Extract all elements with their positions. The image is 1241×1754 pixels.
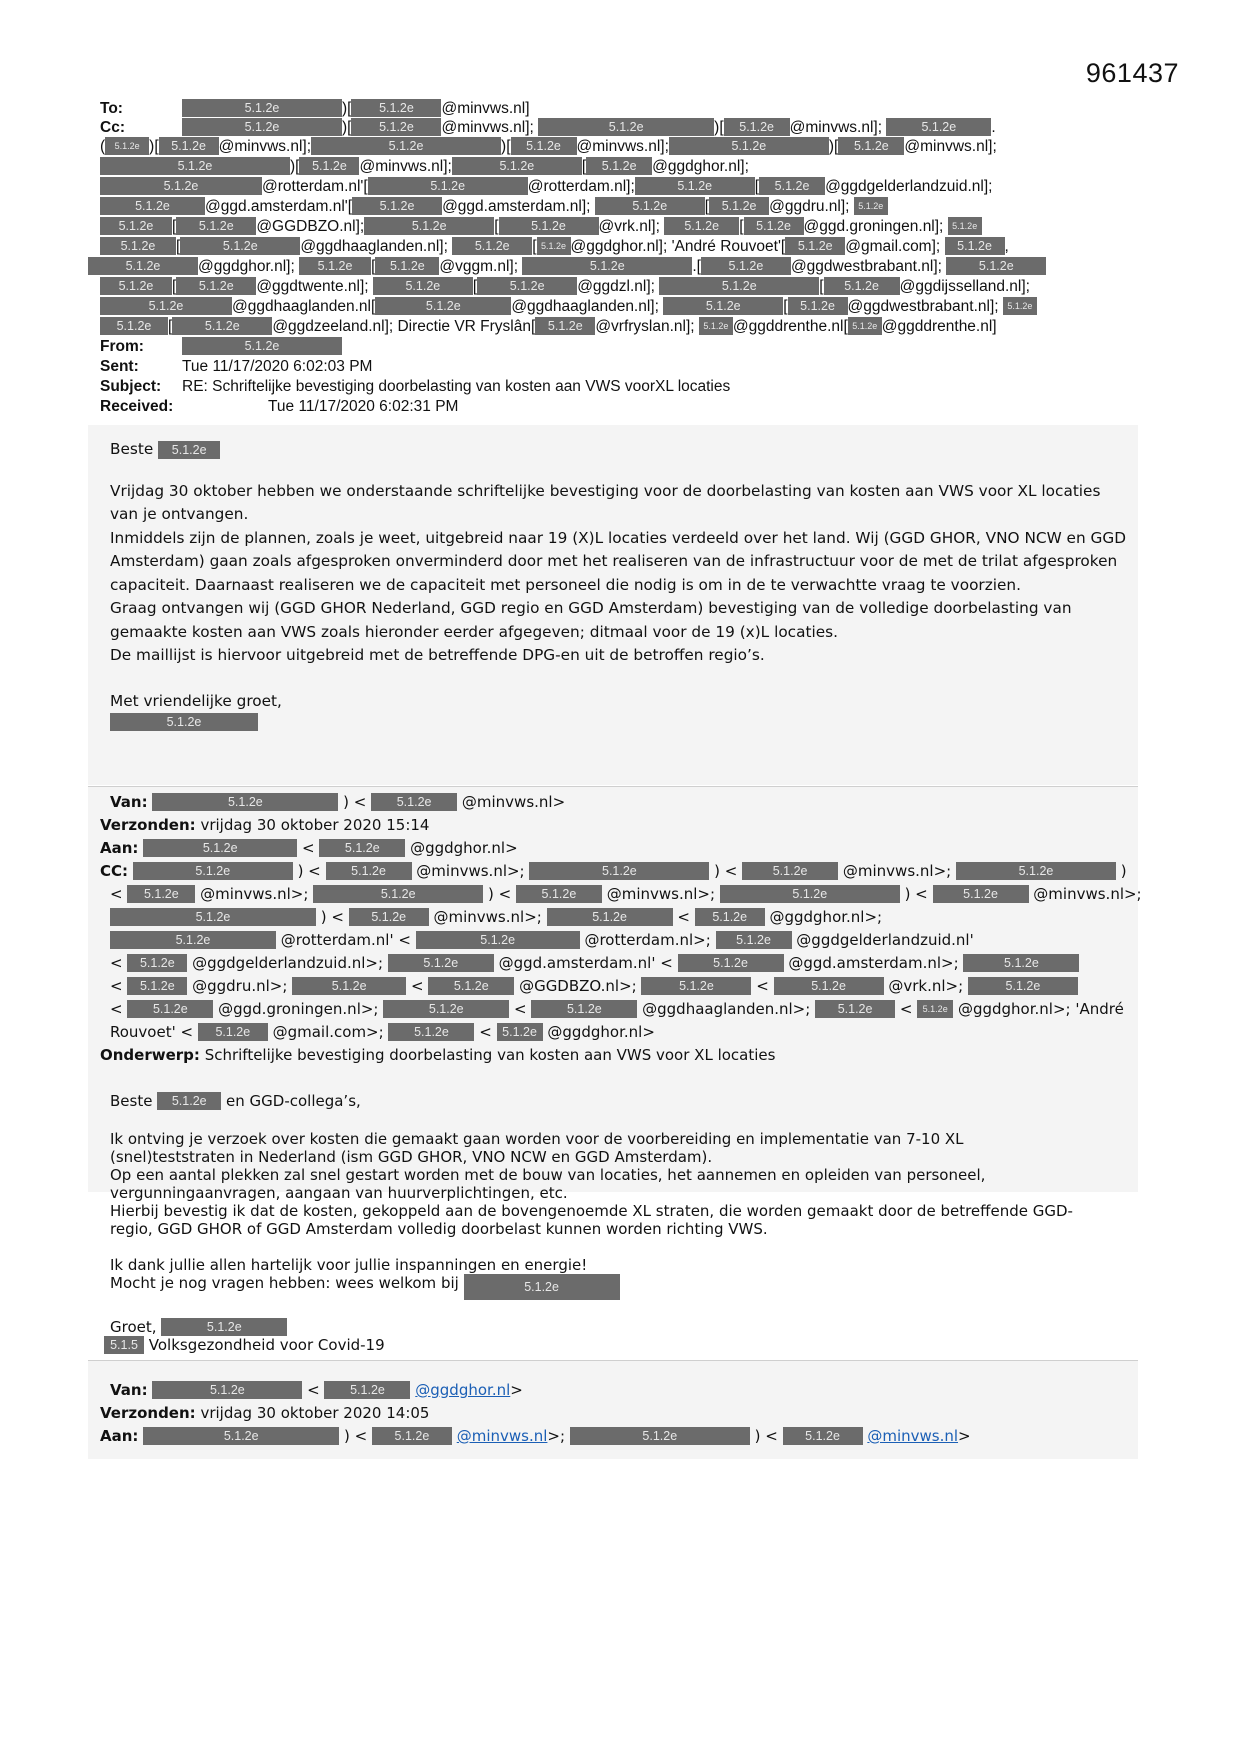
redaction-box: 5.1.2e: [742, 862, 838, 880]
text-line: Mocht je nog vragen hebben: wees welkom bij 5.1.2e: [110, 1274, 620, 1300]
redaction-box: 5.1.2e: [538, 118, 714, 136]
redaction-box: 5.1.2e: [311, 137, 501, 155]
cc-row-5: 5.1.2e @ggd.amsterdam.nl'[ 5.1.2e @ggd.amsterdam.nl]; 5.1.2e [ 5.1.2e @ggdru.nl]; 5.1.2e: [100, 197, 888, 217]
redaction-box: 5.1.2e: [383, 1000, 509, 1018]
from-row: [182, 337, 342, 357]
redaction-box: 5.1.2e: [349, 908, 429, 926]
reply-greeting: Beste 5.1.2e: [110, 438, 1130, 462]
redaction-box: 5.1.2e: [100, 157, 290, 175]
redaction-box: 5.1.2e: [522, 257, 692, 275]
text-line: CC: 5.1.2e ) < 5.1.2e @minvws.nl>; 5.1.2e ) < 5.1.2e @minvws.nl>; 5.1.2e ): [100, 862, 1127, 880]
redaction-box: 5.1.2e: [547, 908, 673, 926]
redaction-box: 5.1.2e: [854, 197, 888, 215]
redaction-box: 5.1.2e: [100, 177, 262, 195]
redaction-box: 5.1.2e: [848, 317, 882, 335]
redaction-box: 5.1.2e: [635, 177, 755, 195]
redaction-box: 5.1.2e: [176, 277, 256, 295]
redaction-box: 5.1.2e: [529, 862, 709, 880]
redaction-box: 5.1.2e: [127, 954, 187, 972]
text-line: < 5.1.2e @minvws.nl>; 5.1.2e ) < 5.1.2e @minvws.nl>; 5.1.2e ) < 5.1.2e @minvws.nl>;: [110, 885, 1142, 903]
redaction-box: 5.1.2e: [416, 931, 580, 949]
redaction-box: 5.1.2e: [570, 1427, 750, 1445]
sent-label: Sent:: [100, 358, 139, 375]
redaction-box: 5.1.2e: [172, 317, 272, 335]
text-line: Beste 5.1.2e en GGD-collega’s,: [110, 1092, 361, 1110]
cc-row-7: 5.1.2e [ 5.1.2e @ggdhaaglanden.nl]; 5.1.2e [ 5.1.2e @ggdghor.nl]; 'André Rouvoet'[ 5.1.2e @gmail.com]; 5.1.2e ,: [100, 237, 1009, 257]
redaction-box: 5.1.2e: [105, 137, 149, 155]
redaction-box: 5.1.2e: [774, 977, 884, 995]
redaction-box: 5.1.5: [104, 1336, 144, 1354]
redaction-box: 5.1.2e: [100, 237, 176, 255]
text-line: Op een aantal plekken zal snel gestart worden met de bouw van locaties, het aannemen en opleiden van personeel,: [110, 1166, 986, 1184]
redaction-box: 5.1.2e: [182, 118, 342, 136]
text-line: regio, GGD GHOR of GGD Amsterdam volledig doorbelast kunnen worden richting VWS.: [110, 1220, 768, 1238]
redaction-box: 5.1.2e: [838, 137, 904, 155]
redaction-box: 5.1.2e: [159, 137, 219, 155]
redaction-box: 5.1.2e: [127, 1000, 213, 1018]
signature-redaction: 5.1.2e: [110, 713, 258, 731]
redaction-box: 5.1.2e: [313, 885, 483, 903]
redaction-box: 5.1.2e: [324, 1381, 410, 1399]
redaction-box: 5.1.2e: [945, 237, 1005, 255]
redaction-box: 5.1.2e: [388, 1023, 474, 1041]
text-line: Ik ontving je verzoek over kosten die gemaakt gaan worden voor de voorbereiding en implementatie van 7-10 XL: [110, 1130, 964, 1148]
redaction-box: 5.1.2e: [716, 931, 792, 949]
redaction-box: 5.1.2e: [373, 277, 473, 295]
text-line: < 5.1.2e @ggdru.nl>; 5.1.2e < 5.1.2e @GGDBZO.nl>; 5.1.2e < 5.1.2e @vrk.nl>; 5.1.2e: [110, 977, 1078, 996]
redaction-box: 5.1.2e: [100, 297, 232, 315]
redaction-box: 5.1.2e: [659, 277, 819, 295]
redaction-box: 5.1.2e: [678, 954, 784, 972]
subject-label: Subject:: [100, 378, 162, 395]
text-line: Aan: 5.1.2e ) < 5.1.2e @minvws.nl>; 5.1.2e ) < 5.1.2e @minvws.nl>: [100, 1427, 971, 1445]
text-line: Groet, 5.1.2e: [110, 1318, 287, 1337]
redaction-box: 5.1.2e: [669, 137, 829, 155]
reply-paragraph: Inmiddels zijn de plannen, zoals je weet, uitgebreid naar 19 (X)L locaties verdeeld over het land. Wij (GGD GHOR, VNO NCW en GGD Amsterdam) gaan zoals afgesproken onverminderd door met het realiseren van de infrastructuur voor de met de trilat afgesproken capaciteit. Daarnaast realiseren we de capaciteit met personeel die nodig is om in de te verwachtte vraag te voorzien.: [110, 528, 1127, 594]
redaction-box: 5.1.2e: [152, 1381, 302, 1399]
redaction-box: 5.1.2e: [428, 977, 514, 995]
redaction-box: 5.1.2e: [917, 1000, 953, 1018]
text-line: < 5.1.2e @ggd.groningen.nl>; 5.1.2e < 5.1.2e @ggdhaaglanden.nl>; 5.1.2e < 5.1.2e @ggdghor.nl>; 'André: [110, 1000, 1124, 1018]
redaction-box: 5.1.2e: [127, 977, 187, 995]
text-line: 5.1.2e @rotterdam.nl' < 5.1.2e @rotterdam.nl>; 5.1.2e @ggdgelderlandzuid.nl': [110, 931, 974, 950]
redaction-box: 5.1.2e: [100, 197, 205, 215]
email-link[interactable]: @ggdghor.nl: [415, 1381, 511, 1399]
redaction-box: 5.1.2e: [388, 954, 494, 972]
cc-row-3: 5.1.2e )[ 5.1.2e @minvws.nl]; 5.1.2e [ 5.1.2e @ggdghor.nl];: [100, 157, 749, 177]
subject-value: RE: Schriftelijke bevestiging doorbelasting van kosten aan VWS voorXL locaties: [182, 378, 731, 395]
redaction-box: 5.1.2e: [319, 839, 405, 857]
redaction-box: 5.1.2e: [516, 885, 602, 903]
text-line: Verzonden: vrijdag 30 oktober 2020 14:05: [100, 1404, 430, 1422]
email-link[interactable]: @minvws.nl: [456, 1427, 548, 1445]
redaction-box: 5.1.2e: [452, 237, 532, 255]
redaction-box: 5.1.2e: [299, 257, 371, 275]
reply-paragraph: Vrijdag 30 oktober hebben we onderstaande schriftelijke bevestiging voor de doorbelasting van kosten aan VWS voor XL locaties van je ontvangen.: [110, 481, 1101, 523]
redaction-box: 5.1.2e: [824, 277, 900, 295]
redaction-box: 5.1.2e: [963, 954, 1079, 972]
redaction-box: 5.1.2e: [127, 885, 195, 903]
received-label: Received:: [100, 398, 174, 415]
text-line: 5.1.5 Volksgezondheid voor Covid-19: [104, 1336, 385, 1355]
cc-row-9: 5.1.2e [ 5.1.2e @ggdtwente.nl]; 5.1.2e [ 5.1.2e @ggdzl.nl]; 5.1.2e [ 5.1.2e @ggdijsselland.nl];: [100, 277, 1030, 297]
redaction-box: 5.1.2e: [586, 157, 652, 175]
redaction-box: 5.1.2e: [100, 217, 172, 235]
document-id: 961437: [1085, 58, 1179, 88]
redaction-box: 5.1.2e: [956, 862, 1116, 880]
redaction-box: 5.1.2e: [157, 1092, 221, 1110]
redaction-box: 5.1.2e: [375, 257, 439, 275]
reply-body: [110, 438, 1130, 737]
redaction-box: 5.1.2e: [477, 277, 577, 295]
redaction-box: 5.1.2e: [933, 885, 1029, 903]
cc-row-10: 5.1.2e @ggdhaaglanden.nl[ 5.1.2e @ggdhaaglanden.nl]; 5.1.2e [ 5.1.2e @ggdwestbrabant.nl]; 5.1.2e: [100, 297, 1037, 317]
redaction-box: 5.1.2e: [133, 862, 293, 880]
redaction-box: 5.1.2e: [158, 441, 220, 459]
redaction-box: 5.1.2e: [143, 1427, 339, 1445]
cc-row-8: 5.1.2e @ggdghor.nl]; 5.1.2e [ 5.1.2e @vggm.nl]; 5.1.2e .[ 5.1.2e @ggdwestbrabant.nl]; 5.1.2e: [88, 257, 1046, 277]
redaction-box: 5.1.2e: [788, 297, 848, 315]
redaction-box: 5.1.2e: [968, 977, 1078, 995]
redaction-box: 5.1.2e: [110, 908, 316, 926]
text-line: vergunningaanvragen, aangaan van huurverplichtingen, etc.: [110, 1184, 568, 1202]
text-line: Ik dank jullie allen hartelijk voor jullie inspanningen en energie!: [110, 1256, 588, 1274]
text-line: 5.1.2e ) < 5.1.2e @minvws.nl>; 5.1.2e < 5.1.2e @ggdghor.nl>;: [110, 908, 882, 927]
text-line: Aan: 5.1.2e < 5.1.2e @ggdghor.nl>: [100, 839, 518, 857]
reply-paragraph: Graag ontvangen wij (GGD GHOR Nederland, GGD regio en GGD Amsterdam) bevestiging van de volledige doorbelasting van gemaakte kosten aan VWS zoals hieronder eerder afgegeven; ditmaal voor de 19 (x)L locaties.: [110, 599, 1072, 641]
redaction-box: 5.1.2e: [100, 277, 172, 295]
redaction-box: 5.1.2e: [143, 839, 297, 857]
redaction-box: 5.1.2e: [326, 862, 412, 880]
redaction-box: 5.1.2e: [511, 137, 577, 155]
cc-row-4: 5.1.2e @rotterdam.nl'[ 5.1.2e @rotterdam.nl]; 5.1.2e [ 5.1.2e @ggdgelderlandzuid.nl];: [100, 177, 992, 197]
redaction-box: 5.1.2e: [351, 118, 441, 136]
redaction-box: 5.1.2e: [948, 217, 982, 235]
redaction-box: 5.1.2e: [724, 118, 790, 136]
text-line: Hierbij bevestig ik dat de kosten, gekoppeld aan de bovengenoemde XL straten, die worden gemaakt door de betreffende GGD-: [110, 1202, 1073, 1220]
redaction-box: 5.1.2e: [497, 1023, 543, 1041]
redaction-box: 5.1.2e: [499, 217, 599, 235]
redaction-box: 5.1.2e: [709, 197, 769, 215]
cc-label: Cc:: [100, 119, 125, 136]
redaction-box: 5.1.2e: [161, 1318, 287, 1336]
redaction: 5.1.2e: [182, 99, 342, 117]
redaction-box: 5.1.2e: [531, 1000, 637, 1018]
reply-paragraph: De maillijst is hiervoor uitgebreid met de betreffende DPG-en uit de betroffen regio’s.: [110, 646, 765, 664]
redaction-box: 5.1.2e: [452, 157, 582, 175]
redaction-box: 5.1.2e: [720, 885, 900, 903]
redaction-box: 5.1.2e: [744, 217, 804, 235]
to-row: 5.1.2e )[ 5.1.2e @minvws.nl]: [182, 99, 530, 119]
redaction-box: 5.1.2e: [886, 118, 991, 136]
redaction-box: 5.1.2e: [152, 793, 338, 811]
redaction-box: 5.1.2e: [699, 317, 733, 335]
to-label: To:: [100, 100, 123, 117]
redaction-box: 5.1.2e: [464, 1274, 620, 1300]
redaction-box: 5.1.2e: [180, 237, 300, 255]
redaction-box: 5.1.2e: [641, 977, 751, 995]
redaction-box: 5.1.2e: [664, 217, 739, 235]
redaction-box: 5.1.2e: [299, 157, 359, 175]
redaction-box: 5.1.2e: [1003, 297, 1037, 315]
redaction-box: 5.1.2e: [352, 197, 442, 215]
redaction-box: 5.1.2e: [88, 257, 198, 275]
redaction-box: 5.1.2e: [695, 908, 765, 926]
sent-value: Tue 11/17/2020 6:02:03 PM: [182, 358, 373, 375]
redaction-box: 5.1.2e: [595, 197, 705, 215]
redaction-box: 5.1.2e: [198, 1023, 268, 1041]
redaction-box: 5.1.2e: [100, 317, 168, 335]
redaction: 5.1.2e: [351, 99, 441, 117]
redaction-box: 5.1.2e: [176, 217, 256, 235]
text-line: Verzonden: vrijdag 30 oktober 2020 15:14: [100, 816, 430, 834]
redaction-box: 5.1.2e: [701, 257, 791, 275]
text-line: Van: 5.1.2e ) < 5.1.2e @minvws.nl>: [110, 793, 566, 811]
redaction-box: 5.1.2e: [785, 237, 845, 255]
redaction-box: 5.1.2e: [364, 217, 494, 235]
text-line: (snel)teststraten in Nederland (ism GGD GHOR, VNO NCW en GGD Amsterdam).: [110, 1148, 713, 1166]
redaction-box: 5.1.2e: [375, 297, 511, 315]
redaction-box: 5.1.2e: [663, 297, 783, 315]
cc-row-1: 5.1.2e )[ 5.1.2e @minvws.nl]; 5.1.2e )[ 5.1.2e @minvws.nl]; 5.1.2e .: [182, 118, 996, 138]
reply-closing: Met vriendelijke groet,: [110, 691, 282, 710]
redaction-box: 5.1.2e: [537, 237, 571, 255]
email-link[interactable]: @minvws.nl: [867, 1427, 959, 1445]
redaction-box: 5.1.2e: [783, 1427, 863, 1445]
redaction-box: 5.1.2e: [815, 1000, 895, 1018]
redaction-box: 5.1.2e: [292, 977, 406, 995]
redaction-box: 5.1.2e: [946, 257, 1046, 275]
text-line: Van: 5.1.2e < 5.1.2e @ggdghor.nl>: [110, 1381, 523, 1399]
cc-row-6: 5.1.2e [ 5.1.2e @GGDBZO.nl]; 5.1.2e [ 5.1.2e @vrk.nl]; 5.1.2e [ 5.1.2e @ggd.groningen.nl]; 5.1.2e: [100, 217, 982, 237]
text-line: < 5.1.2e @ggdgelderlandzuid.nl>; 5.1.2e @ggd.amsterdam.nl' < 5.1.2e @ggd.amsterdam.nl>; 5.1.2e: [110, 954, 1079, 973]
redaction-box: 5.1.2e: [110, 931, 276, 949]
redaction-box: 5.1.2e: [368, 177, 528, 195]
cc-row-11: 5.1.2e [ 5.1.2e @ggdzeeland.nl]; Directie VR Fryslân[ 5.1.2e @vrfryslan.nl]; 5.1.2e @ggddrenthe.nl[ 5.1.2e @ggddrenthe.nl]: [100, 317, 997, 337]
redaction-box: 5.1.2e: [371, 793, 457, 811]
redaction-box: 5.1.2e: [759, 177, 825, 195]
redaction-box: 5.1.2e: [182, 337, 342, 355]
from-label: From:: [100, 338, 144, 355]
redaction-box: 5.1.2e: [372, 1427, 452, 1445]
text-line: Rouvoet' < 5.1.2e @gmail.com>; 5.1.2e < 5.1.2e @ggdghor.nl>: [110, 1023, 655, 1041]
text-line: Onderwerp: Schriftelijke bevestiging doorbelasting van kosten aan VWS voor XL locaties: [100, 1046, 776, 1064]
received-value: Tue 11/17/2020 6:02:31 PM: [268, 398, 459, 415]
redaction-box: 5.1.2e: [535, 317, 595, 335]
cc-row-2: ( 5.1.2e )[ 5.1.2e @minvws.nl]; 5.1.2e )[ 5.1.2e @minvws.nl]; 5.1.2e )[ 5.1.2e @minvws.nl];: [100, 138, 997, 155]
